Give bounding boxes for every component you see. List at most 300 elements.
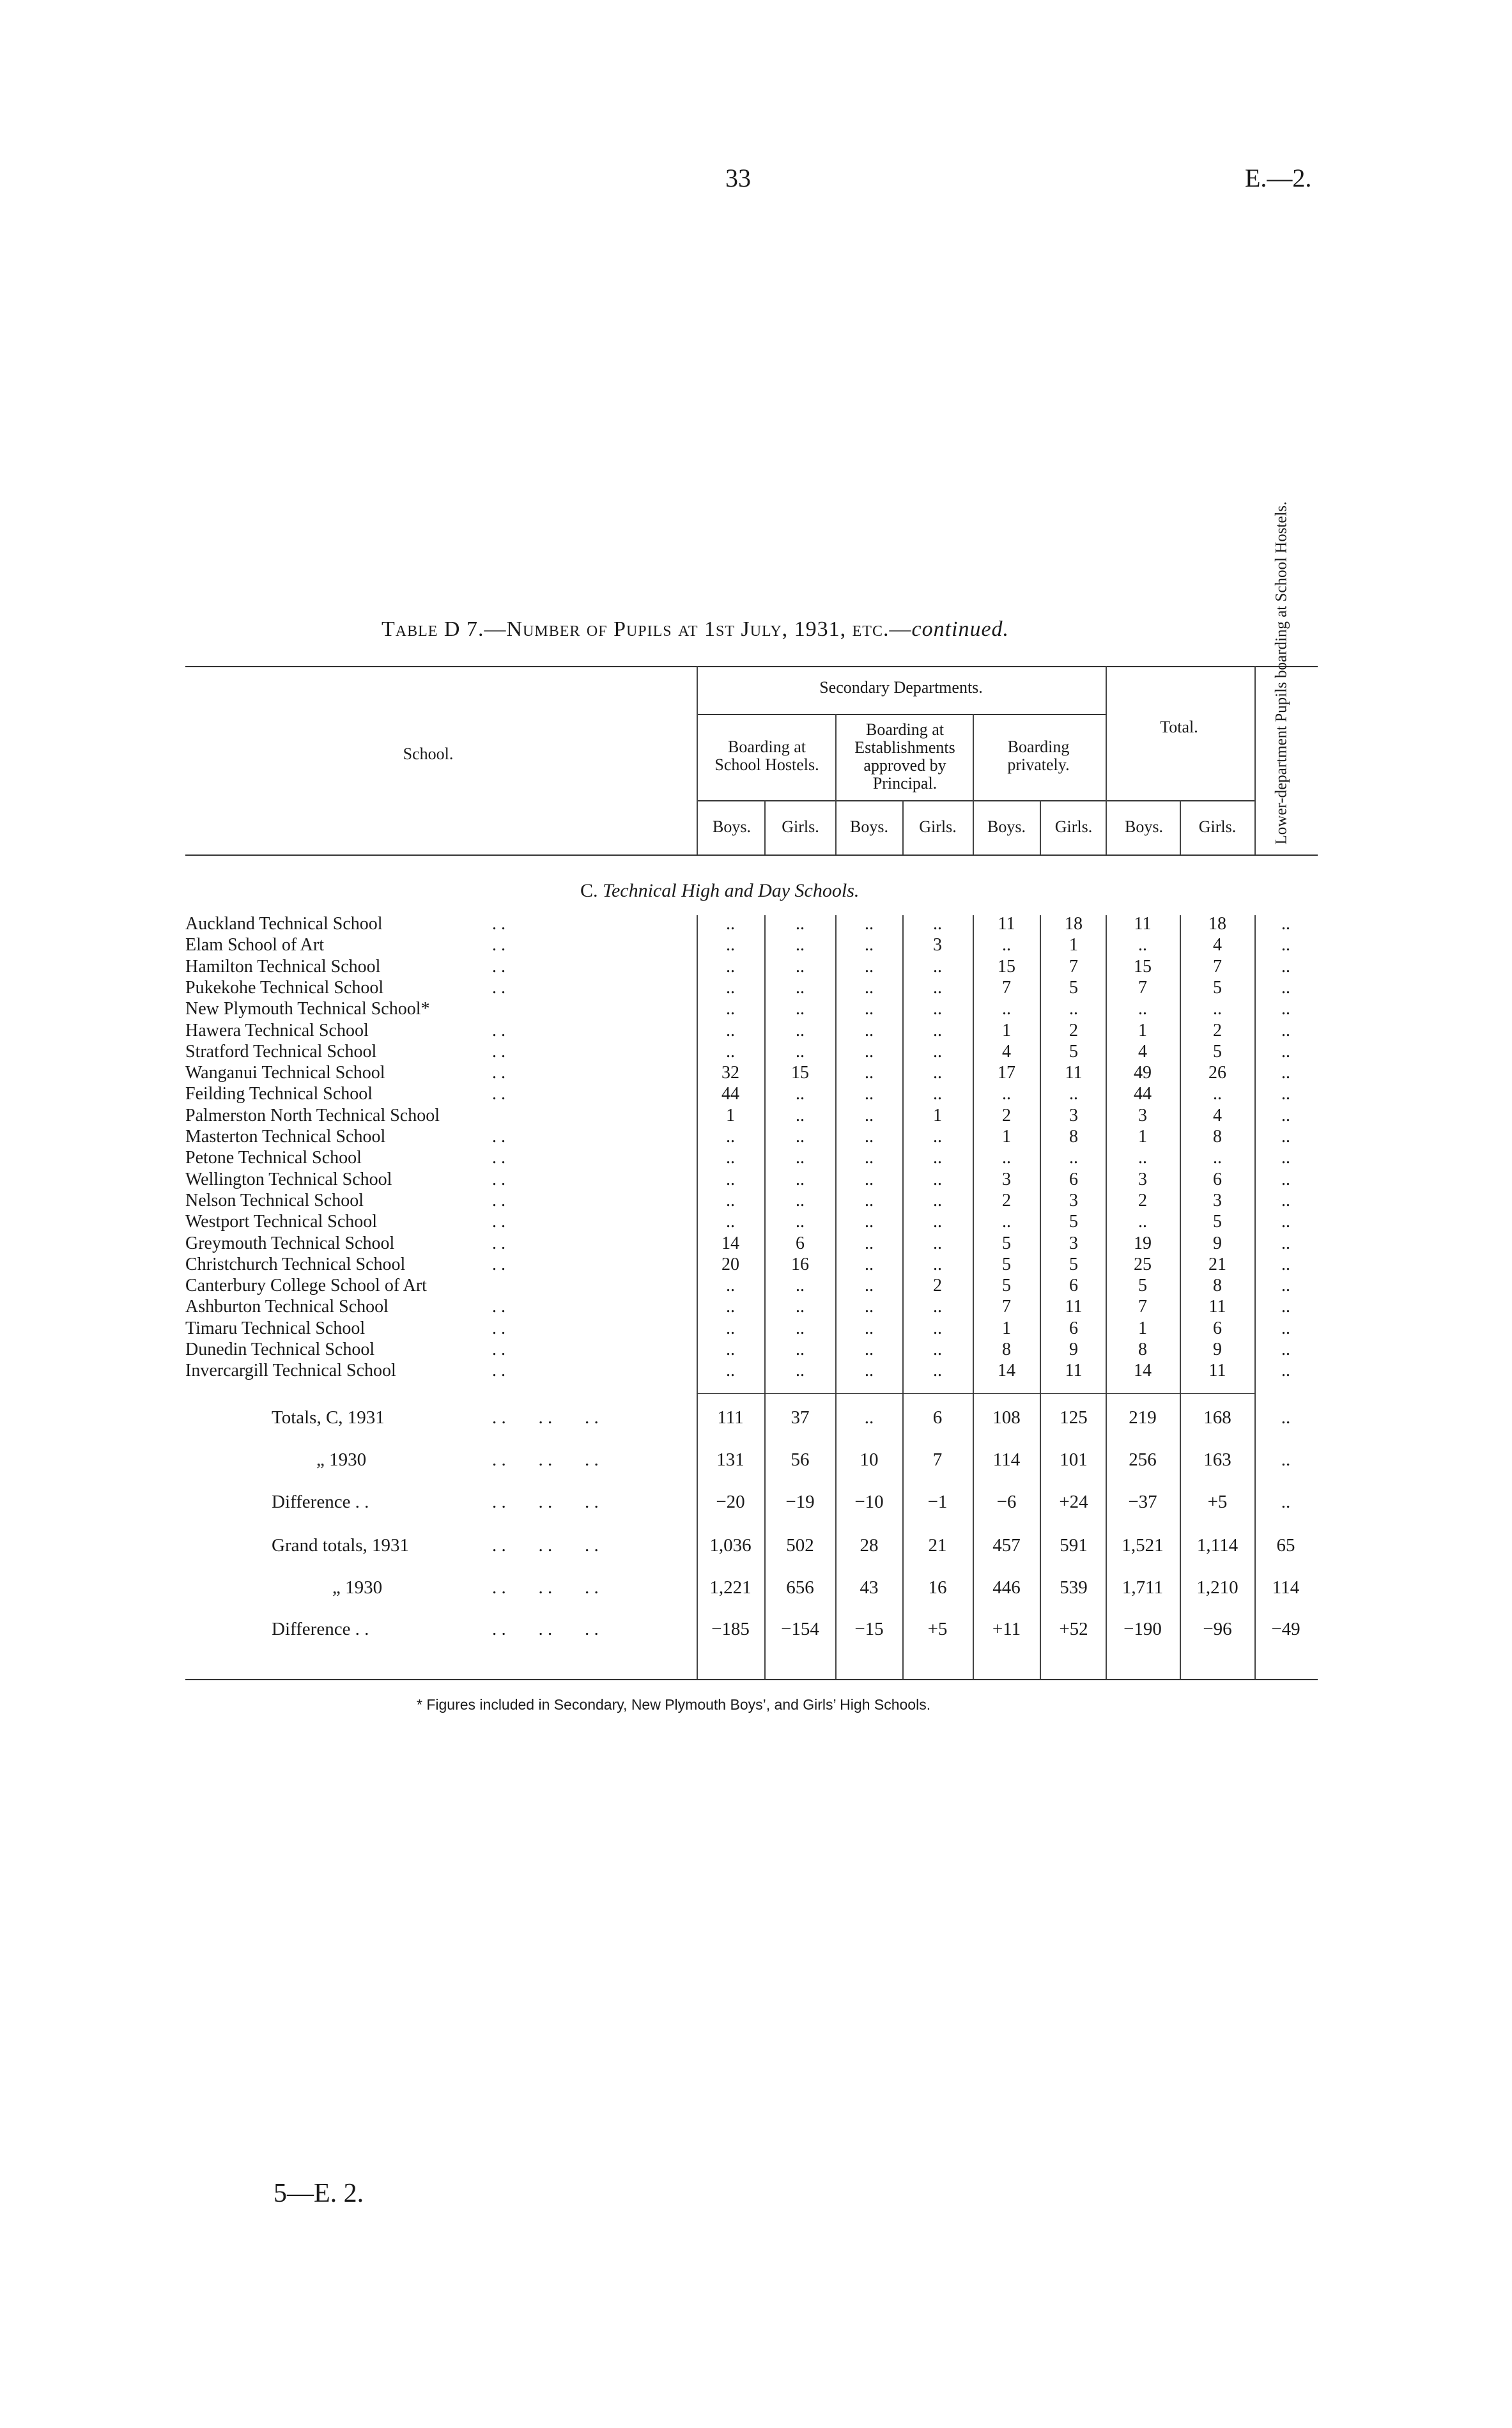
table-cell: 44 [1134, 1084, 1152, 1104]
table-cell: .. [1002, 1084, 1011, 1104]
leader-dots: . . [492, 1084, 505, 1104]
table-cell: 15 [791, 1063, 809, 1083]
totals-cell: −19 [785, 1492, 815, 1512]
table-cell: .. [1213, 1148, 1222, 1168]
table-cell: .. [796, 1169, 805, 1189]
table-cell: 5 [1069, 1041, 1078, 1062]
table-cell: 14 [998, 1361, 1015, 1381]
table-cell: 7 [1069, 956, 1078, 977]
totals-cell: −154 [781, 1619, 819, 1639]
table-row [0, 1276, 1512, 1297]
table-title [382, 617, 1009, 642]
header-boys-1: Boys. [713, 817, 751, 836]
totals-cell: +5 [927, 1619, 948, 1639]
table-cell: 1 [933, 1105, 942, 1125]
table-row [0, 935, 1512, 957]
footer-code: 5—E. 2. [274, 2179, 364, 2208]
table-cell: .. [865, 1276, 874, 1296]
table-row [0, 978, 1512, 1000]
totals-cell: −10 [854, 1492, 884, 1512]
table-cell: .. [1213, 1084, 1222, 1104]
table-cell: .. [726, 935, 735, 955]
leader-dots: . . [492, 1212, 505, 1232]
table-row [0, 1191, 1512, 1212]
table-cell: .. [865, 1340, 874, 1359]
totals-cell: 539 [1060, 1577, 1088, 1598]
table-cell: .. [933, 1212, 942, 1232]
totals-cell: .. [1281, 1407, 1291, 1428]
table-cell: 4 [1002, 1041, 1011, 1062]
school-name: Stratford Technical School [185, 1041, 377, 1062]
leader-dots: . . [492, 1318, 505, 1338]
table-cell: 44 [721, 1084, 739, 1104]
table-cell: .. [865, 956, 874, 977]
header-total: Total. [1160, 718, 1198, 736]
table-cell: 1 [1138, 1127, 1147, 1147]
totals-cell: 21 [928, 1535, 947, 1556]
table-cell: 6 [1069, 1276, 1078, 1296]
totals-cell: 656 [786, 1577, 814, 1598]
table-cell: .. [865, 1361, 874, 1381]
table-cell: 7 [1002, 977, 1011, 998]
table-cell: 26 [1208, 1063, 1226, 1083]
table-row [0, 1042, 1512, 1063]
table-cell: .. [1281, 956, 1290, 977]
table-cell: .. [726, 1297, 735, 1317]
totals-cell: −185 [711, 1619, 750, 1639]
table-cell: 1 [1138, 1020, 1147, 1040]
totals-cell: .. [1281, 1492, 1291, 1512]
totals-cell: 6 [932, 1407, 943, 1428]
table-cell: .. [796, 1318, 805, 1338]
totals-cell: 1,114 [1196, 1535, 1238, 1556]
table-cell: 15 [1134, 956, 1152, 977]
leader-dots: . . [492, 1169, 505, 1189]
table-row [0, 1212, 1512, 1233]
totals-cell: .. [864, 1407, 874, 1428]
table-cell: .. [796, 1084, 805, 1104]
totals-cell: 446 [992, 1577, 1021, 1598]
table-cell: 5 [1069, 1254, 1078, 1274]
table-cell: 7 [1138, 977, 1147, 998]
table-cell: .. [726, 977, 735, 998]
totals-cell: 125 [1060, 1407, 1088, 1428]
table-cell: .. [865, 1063, 874, 1083]
table-cell: 6 [1213, 1169, 1222, 1189]
table-cell: .. [865, 1297, 874, 1317]
table-cell: .. [933, 977, 942, 998]
school-name: Palmerston North Technical School [185, 1105, 440, 1125]
table-cell: .. [796, 956, 805, 977]
table-cell: .. [796, 999, 805, 1019]
table-row [0, 1340, 1512, 1361]
table-cell: 5 [1069, 1212, 1078, 1232]
totals-cell: 219 [1129, 1407, 1157, 1428]
table-row [0, 957, 1512, 978]
table-cell: .. [1281, 1297, 1290, 1317]
table-cell: 8 [1002, 1340, 1011, 1359]
school-name: Petone Technical School [185, 1148, 362, 1168]
header-rule-secondary [697, 714, 1106, 715]
totals-cell: 1,221 [709, 1577, 752, 1598]
table-cell: .. [796, 977, 805, 998]
school-name: Nelson Technical School [185, 1190, 364, 1210]
table-cell: .. [796, 1190, 805, 1210]
totals-label: Difference . . [272, 1619, 369, 1639]
table-cell: .. [1281, 1276, 1290, 1296]
table-cell: 1 [1069, 935, 1078, 955]
totals-cell: 1,210 [1196, 1577, 1238, 1598]
school-name: Christchurch Technical School [185, 1254, 406, 1274]
table-cell: .. [933, 999, 942, 1019]
leader-dots: . . [492, 1254, 505, 1274]
table-cell: .. [933, 1020, 942, 1040]
table-cell: 8 [1138, 1340, 1147, 1359]
table-row [0, 1127, 1512, 1148]
totals-cell: 108 [992, 1407, 1021, 1428]
table-cell: .. [726, 1340, 735, 1359]
table-cell: 11 [1065, 1297, 1083, 1317]
table-row [0, 1148, 1512, 1170]
totals-row [0, 1577, 1512, 1603]
table-cell: 11 [1065, 1063, 1083, 1083]
table-cell: .. [933, 1148, 942, 1168]
table-cell: 32 [721, 1063, 739, 1083]
table-cell: 3 [1213, 1190, 1222, 1210]
table-cell: .. [726, 1361, 735, 1381]
table-cell: .. [865, 1254, 874, 1274]
table-cell: .. [933, 1318, 942, 1338]
table-cell: 4 [1213, 935, 1222, 955]
table-cell: 1 [1002, 1127, 1011, 1147]
table-cell: .. [933, 1233, 942, 1253]
school-name: Dunedin Technical School [185, 1340, 375, 1359]
table-cell: .. [865, 1105, 874, 1125]
table-cell: .. [1281, 1340, 1290, 1359]
table-row [0, 1021, 1512, 1042]
table-cell: 6 [1069, 1318, 1078, 1338]
totals-cell: −96 [1203, 1619, 1232, 1639]
totals-cell: 7 [932, 1450, 943, 1470]
leader-dots: . . . . . . [492, 1577, 599, 1598]
table-cell: 9 [1213, 1340, 1222, 1359]
table-cell: .. [933, 1297, 942, 1317]
table-cell: .. [933, 1340, 942, 1359]
totals-label: Difference . . [272, 1492, 369, 1512]
header-girls-4: Girls. [1198, 817, 1237, 836]
table-cell: 5 [1002, 1233, 1011, 1253]
header-rule-boysgirls [697, 800, 1254, 801]
table-row [0, 1063, 1512, 1085]
totals-row [0, 1450, 1512, 1475]
table-cell: .. [1281, 1148, 1290, 1168]
school-name: Greymouth Technical School [185, 1233, 395, 1253]
table-cell: 11 [998, 914, 1015, 934]
table-cell: .. [796, 1148, 805, 1168]
table-row [0, 1106, 1512, 1127]
table-cell: .. [865, 1020, 874, 1040]
header-vline-8 [1040, 800, 1041, 854]
table-cell: .. [933, 1063, 942, 1083]
table-cell: .. [796, 1340, 805, 1359]
table-cell: .. [865, 1041, 874, 1062]
school-name: Elam School of Art [185, 935, 324, 955]
table-cell: 7 [1002, 1297, 1011, 1317]
school-name: Pukekohe Technical School [185, 977, 384, 998]
header-boarding-privately: Boarding privately. [1007, 738, 1070, 774]
table-cell: .. [726, 999, 735, 1019]
table-cell: 4 [1138, 1041, 1147, 1062]
table-cell: .. [1281, 1063, 1290, 1083]
table-cell: .. [796, 1105, 805, 1125]
table-cell: 5 [1213, 977, 1222, 998]
table-cell: 15 [998, 956, 1015, 977]
table-title-main: Table D 7.—Number of Pupils at 1st July, 1931, etc.— [382, 617, 912, 641]
leader-dots: . . [492, 1063, 505, 1083]
totals-label: Grand totals, 1931 [272, 1535, 410, 1556]
table-cell: .. [726, 914, 735, 934]
table-cell: .. [726, 1169, 735, 1189]
table-cell: .. [726, 1212, 735, 1232]
leader-dots: . . . . . . [492, 1535, 599, 1556]
table-cell: 7 [1138, 1297, 1147, 1317]
totals-cell: 37 [791, 1407, 810, 1428]
totals-cell: 101 [1060, 1450, 1088, 1470]
totals-cell: 1,521 [1122, 1535, 1164, 1556]
table-cell: .. [1281, 1127, 1290, 1147]
header-vline-3 [973, 714, 974, 854]
table-cell: 1 [1138, 1318, 1147, 1338]
table-cell: 8 [1069, 1127, 1078, 1147]
table-cell: .. [1281, 977, 1290, 998]
table-cell: 49 [1134, 1063, 1152, 1083]
table-cell: .. [726, 1020, 735, 1040]
table-cell: 5 [1069, 977, 1078, 998]
header-vline-9 [1180, 800, 1181, 854]
totals-row [0, 1619, 1512, 1644]
table-cell: .. [796, 1127, 805, 1147]
totals-cell: −190 [1123, 1619, 1162, 1639]
header-boys-4: Boys. [1125, 817, 1163, 836]
table-row [0, 1361, 1512, 1382]
table-cell: 5 [1138, 1276, 1147, 1296]
page-code: E.—2. [1245, 164, 1312, 192]
totals-cell: 16 [928, 1577, 947, 1598]
table-cell: 11 [1134, 914, 1152, 934]
table-cell: .. [726, 1148, 735, 1168]
table-cell: .. [726, 1041, 735, 1062]
table-cell: 19 [1134, 1233, 1152, 1253]
header-boarding-hostels: Boarding at School Hostels. [714, 738, 819, 774]
table-cell: .. [1281, 935, 1290, 955]
table-cell: 14 [1134, 1361, 1152, 1381]
table-cell: 9 [1213, 1233, 1222, 1253]
school-name: Canterbury College School of Art [185, 1276, 427, 1296]
table-cell: .. [1138, 935, 1147, 955]
table-cell: 1 [1002, 1318, 1011, 1338]
table-cell: 2 [1002, 1190, 1011, 1210]
totals-cell: 1,036 [709, 1535, 752, 1556]
table-cell: .. [865, 1318, 874, 1338]
table-row [0, 999, 1512, 1021]
totals-cell: 65 [1276, 1535, 1295, 1556]
table-cell: .. [865, 1190, 874, 1210]
totals-cell: −1 [927, 1492, 948, 1512]
table-cell: 6 [1069, 1169, 1078, 1189]
table-cell: 11 [1208, 1361, 1226, 1381]
section-name: Technical High and Day Schools. [603, 880, 860, 901]
totals-cell: 111 [717, 1407, 744, 1428]
totals-cell: 168 [1203, 1407, 1231, 1428]
totals-cell: +52 [1059, 1619, 1088, 1639]
totals-rule [697, 1393, 1254, 1394]
table-cell: .. [933, 1254, 942, 1274]
totals-cell: 28 [860, 1535, 879, 1556]
table-cell: .. [1281, 1084, 1290, 1104]
table-cell: .. [1281, 1169, 1290, 1189]
table-cell: .. [1069, 1148, 1078, 1168]
table-cell: 3 [1069, 1190, 1078, 1210]
table-cell: .. [1213, 999, 1222, 1019]
table-cell: .. [1281, 1190, 1290, 1210]
table-title-continued: continued. [911, 617, 1010, 641]
leader-dots: . . [492, 1361, 505, 1381]
table-cell: 17 [998, 1063, 1015, 1083]
table-cell: 8 [1213, 1276, 1222, 1296]
totals-cell: 502 [786, 1535, 814, 1556]
table-bottom-rule [185, 1679, 1318, 1680]
totals-cell: 1,711 [1122, 1577, 1164, 1598]
school-name: Hamilton Technical School [185, 956, 381, 977]
leader-dots: . . [492, 1020, 505, 1040]
totals-cell: +24 [1059, 1492, 1088, 1512]
table-cell: 18 [1065, 914, 1083, 934]
totals-cell: 43 [860, 1577, 879, 1598]
table-cell: 2 [1002, 1105, 1011, 1125]
header-vline-1 [697, 666, 698, 854]
leader-dots: . . [492, 1297, 505, 1317]
table-cell: .. [1138, 999, 1147, 1019]
table-cell: 1 [726, 1105, 735, 1125]
totals-label: „ 1930 [332, 1577, 383, 1598]
table-cell: 25 [1134, 1254, 1152, 1274]
table-cell: .. [796, 1041, 805, 1062]
table-cell: .. [933, 1127, 942, 1147]
table-cell: .. [1281, 999, 1290, 1019]
table-cell: .. [796, 935, 805, 955]
totals-label: „ 1930 [316, 1450, 367, 1470]
header-lower-dept: Lower-department Pupils boarding at School Hostels. [1272, 501, 1290, 845]
table-cell: .. [865, 977, 874, 998]
totals-cell: −49 [1271, 1619, 1300, 1639]
school-name: Invercargill Technical School [185, 1361, 396, 1381]
table-cell: .. [726, 1190, 735, 1210]
header-bottom-rule [185, 854, 1318, 856]
table-cell: 5 [1002, 1254, 1011, 1274]
table-cell: .. [726, 1127, 735, 1147]
totals-cell: −37 [1128, 1492, 1157, 1512]
leader-dots: . . [492, 1041, 505, 1062]
table-cell: 20 [721, 1254, 739, 1274]
table-cell: 11 [1208, 1297, 1226, 1317]
table-cell: .. [865, 1127, 874, 1147]
totals-cell: 131 [716, 1450, 744, 1470]
section-prefix: C. [580, 880, 603, 901]
table-cell: 2 [1138, 1190, 1147, 1210]
table-cell: 2 [933, 1276, 942, 1296]
table-cell: 9 [1069, 1340, 1078, 1359]
table-cell: .. [933, 1361, 942, 1381]
table-cell: 3 [1069, 1105, 1078, 1125]
table-cell: .. [1281, 1254, 1290, 1274]
school-name: Wanganui Technical School [185, 1063, 385, 1083]
totals-cell: 56 [791, 1450, 810, 1470]
table-cell: 5 [1213, 1041, 1222, 1062]
totals-cell: .. [1281, 1450, 1291, 1470]
table-cell: .. [796, 914, 805, 934]
table-cell: .. [865, 999, 874, 1019]
table-cell: 4 [1213, 1105, 1222, 1125]
table-cell: 18 [1208, 914, 1226, 934]
table-row [0, 1255, 1512, 1276]
table-cell: 1 [1002, 1020, 1011, 1040]
header-vline-6 [764, 800, 766, 854]
table-cell: 16 [791, 1254, 809, 1274]
table-cell: 3 [1138, 1169, 1147, 1189]
table-cell: .. [1281, 1212, 1290, 1232]
school-name: Wellington Technical School [185, 1169, 392, 1189]
leader-dots: . . [492, 1190, 505, 1210]
table-cell: 21 [1208, 1254, 1226, 1274]
leader-dots: . . . . . . [492, 1407, 599, 1428]
leader-dots: . . . . . . [492, 1492, 599, 1512]
school-name: Feilding Technical School [185, 1084, 373, 1104]
header-secondary: Secondary Departments. [819, 678, 983, 697]
table-cell: .. [726, 1318, 735, 1338]
totals-row [0, 1407, 1512, 1433]
table-cell: .. [726, 1276, 735, 1296]
totals-cell: 114 [992, 1450, 1021, 1470]
table-cell: .. [933, 956, 942, 977]
header-vline-5 [1254, 666, 1256, 854]
table-cell: 3 [1002, 1169, 1011, 1189]
header-girls-2: Girls. [919, 817, 957, 836]
page-number: 33 [725, 164, 751, 192]
table-cell: .. [865, 1169, 874, 1189]
totals-cell: +11 [992, 1619, 1021, 1639]
header-boarding-establishments: Boarding at Establishments approved by Principal. [854, 720, 955, 793]
table-cell: .. [1002, 1212, 1011, 1232]
table-cell: .. [865, 935, 874, 955]
table-cell: .. [1002, 999, 1011, 1019]
school-name: New Plymouth Technical School* [185, 999, 430, 1019]
totals-cell: 114 [1272, 1577, 1300, 1598]
table-cell: .. [796, 1276, 805, 1296]
table-cell: .. [1281, 1233, 1290, 1253]
table-row [0, 914, 1512, 936]
leader-dots: . . . . . . [492, 1450, 599, 1470]
totals-cell: 10 [860, 1450, 879, 1470]
table-cell: .. [933, 1190, 942, 1210]
totals-cell: 591 [1060, 1535, 1088, 1556]
header-school: School. [403, 745, 454, 763]
leader-dots: . . [492, 1340, 505, 1359]
table-cell: 14 [721, 1233, 739, 1253]
table-row [0, 1297, 1512, 1318]
leader-dots: . . [492, 977, 505, 998]
header-boys-2: Boys. [850, 817, 888, 836]
totals-row [0, 1492, 1512, 1517]
